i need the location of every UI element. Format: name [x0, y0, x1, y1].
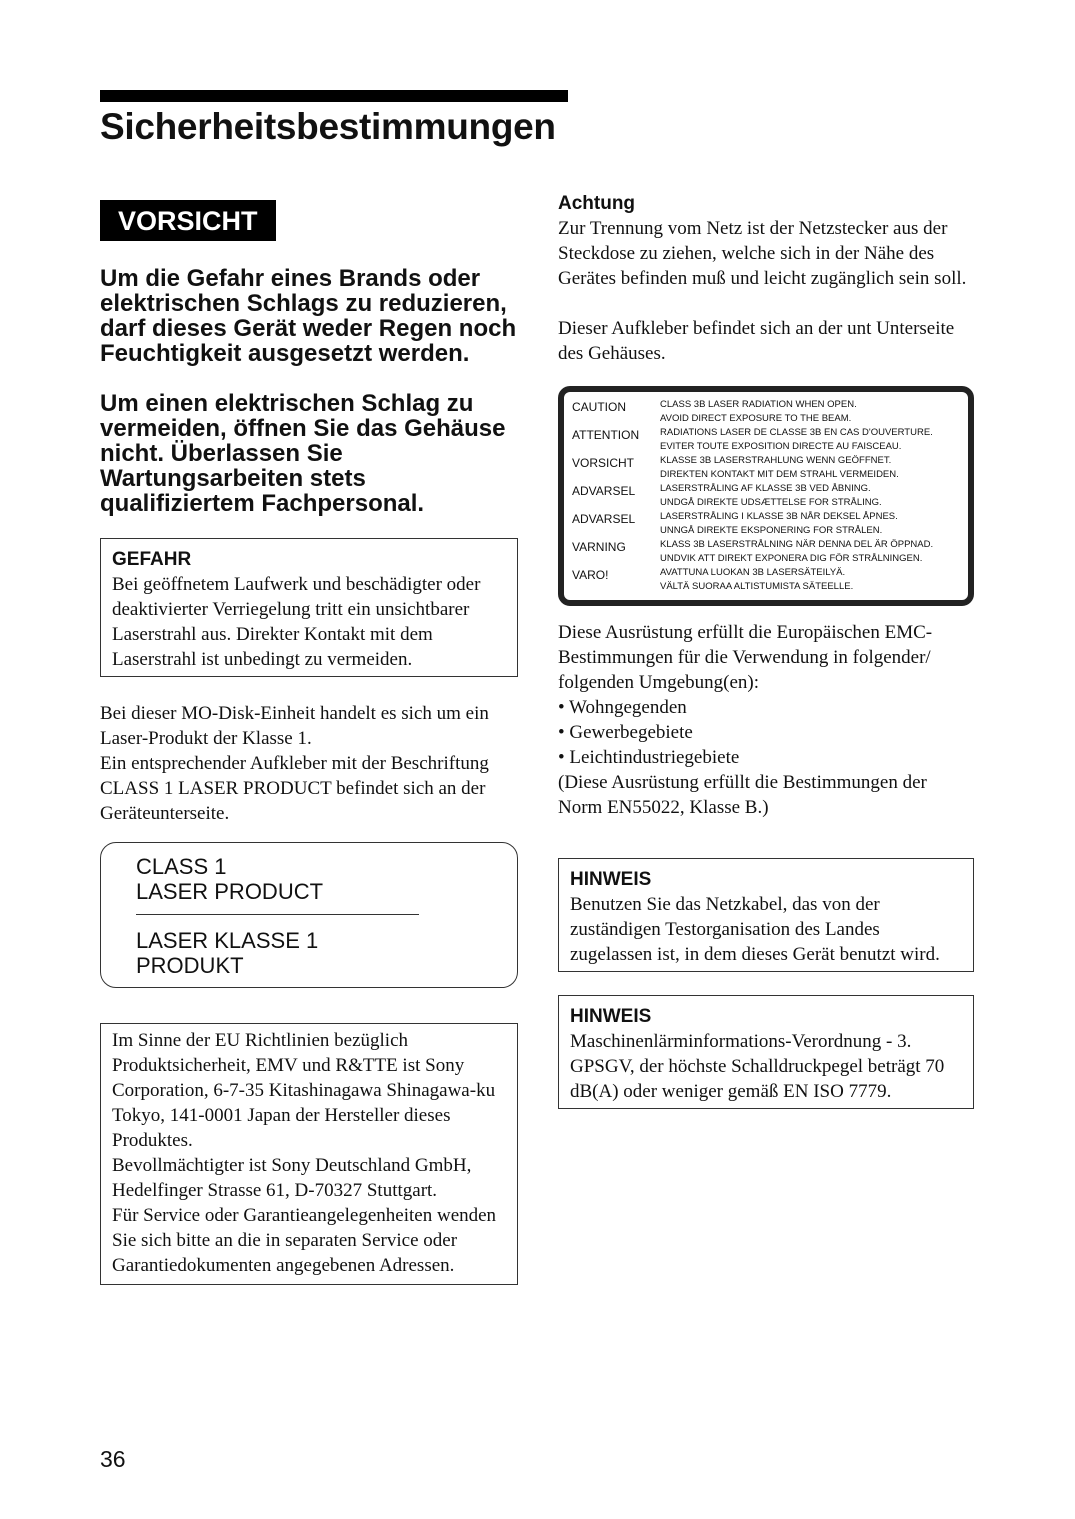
gefahr-title: GEFAHR: [112, 549, 192, 570]
eu-service-text: Für Service oder Garantieangelegenheiten wenden Sie sich bitte an die in separaten Service oder Garantiedokumenten angegebenen Adressen.: [112, 1205, 497, 1276]
caution-label-text: [660, 566, 853, 594]
caution-label-line: KLASSE 3B LASERSTRAHLUNG WENN GEÖFFNET.: [660, 455, 892, 466]
vorsicht-badge: VORSICHT: [100, 200, 276, 241]
class1-laser-label: [100, 842, 518, 988]
emc-item: • Leichtindustriegebiete: [558, 747, 740, 768]
eu-manufacturer-text: Im Sinne der EU Richtlinien bezüglich Produktsicherheit, EMV und R&TTE ist Sony Corporation, 6-7-35 Kitashinagawa Shinagawa-ku Tokyo, 141-0001 Japan der Hersteller dieses Produktes.: [112, 1030, 496, 1151]
caution-label-text: [660, 538, 933, 566]
class-label-line: LASER PRODUCT: [136, 879, 324, 904]
caution-label-text: [660, 454, 899, 482]
achtung-text: Zur Trennung vom Netz ist der Netzstecker aus der Steckdose zu ziehen, welche sich in der Nähe des Gerätes befinden muß und leicht zugänglich sein soll.: [558, 218, 967, 289]
caution-label-line: EVITER TOUTE EXPOSITION DIRECTE AU FAISCEAU.: [660, 441, 902, 452]
caution-label-language: CAUTION: [572, 400, 626, 414]
caution-label-line: UNNGÅ DIREKTE EKSPONERING FOR STRÅLEN.: [660, 525, 883, 536]
hinweis-title: HINWEIS: [570, 1006, 652, 1027]
caution-label-language: ADVARSEL: [572, 484, 636, 498]
gefahr-text: Bei geöffnetem Laufwerk und beschädigter oder deaktivierter Verriegelung tritt ein unsichtbarer Laserstrahl aus. Direkter Kontakt mit dem Laserstrahl ist unbedingt zu vermeiden.: [112, 574, 481, 670]
caution-label-row: [572, 398, 958, 426]
class-label-line: CLASS 1: [136, 854, 227, 879]
emc-intro: Diese Ausrüstung erfüllt die Europäischen EMC-Bestimmungen für die Verwendung in folgender/ folgenden Umgebung(en):: [558, 622, 933, 693]
laser-product-paragraph: [100, 701, 518, 826]
caution-label-language: VARNING: [572, 540, 626, 554]
caution-label-row: [572, 510, 958, 538]
class-label-divider: [136, 914, 419, 915]
caution-label-text: [660, 510, 898, 538]
hinweis-power-cord-text: Benutzen Sie das Netzkabel, das von der zuständigen Testorganisation des Landes zugelassen ist, in dem dieses Gerät benutzt wird.: [570, 894, 940, 965]
caution-label-line: AVATTUNA LUOKAN 3B LASERSÄTEILYÄ.: [660, 567, 846, 578]
caution-label-text: [660, 482, 882, 510]
hinweis-noise-box: [558, 995, 974, 1109]
page-title: Sicherheitsbestimmungen: [100, 106, 556, 147]
emc-item: • Wohngegenden: [558, 697, 687, 718]
hinweis-power-cord-box: [558, 858, 974, 972]
title-rule: [100, 90, 568, 102]
class-label-line: PRODUKT: [136, 953, 244, 978]
caution-label-line: VÄLTÄ SUORAA ALTISTUMISTA SÄTEELLE.: [660, 581, 854, 592]
caution-label-row: [572, 538, 958, 566]
eu-representative-text: Bevollmächtigter ist Sony Deutschland GmbH, Hedelfinger Strasse 61, D-70327 Stuttgart.: [112, 1155, 472, 1201]
caution-label-line: LASERSTRÅLING I KLASSE 3B NÅR DEKSEL ÅPNES.: [660, 511, 898, 522]
caution-laser-label: [558, 386, 974, 606]
fire-shock-warning: Um die Gefahr eines Brands oder elektrischen Schlags zu reduzieren, darf dieses Gerät weder Regen noch Feuchtigkeit ausgesetzt werden.: [100, 265, 517, 367]
eu-directive-box: [100, 1023, 518, 1285]
sticker-location-text: Dieser Aufkleber befindet sich an der unt Unterseite des Gehäuses.: [558, 318, 955, 364]
caution-label-language: ATTENTION: [572, 428, 640, 442]
caution-label-language: VARO!: [572, 568, 609, 582]
hinweis-noise-text: Maschinenlärminformations-Verordnung - 3. GPSGV, der höchste Schalldruckpegel beträgt 70 dB(A) oder weniger gemäß EN ISO 7779.: [570, 1031, 945, 1102]
caution-label-row: [572, 426, 958, 454]
caution-label-line: AVOID DIRECT EXPOSURE TO THE BEAM.: [660, 413, 852, 424]
caution-label-line: RADIATIONS LASER DE CLASSE 3B EN CAS D'OUVERTURE.: [660, 427, 933, 438]
caution-label-text: [660, 398, 857, 426]
caution-label-line: LASERSTRÅLING AF KLASSE 3B VED ÅBNING.: [660, 483, 871, 494]
caution-label-line: KLASS 3B LASERSTRÅLNING NÄR DENNA DEL ÄR ÖPPNAD.: [660, 539, 934, 550]
achtung-title: Achtung: [558, 193, 636, 214]
caution-label-language: VORSICHT: [572, 456, 635, 470]
caution-label-row: [572, 482, 958, 510]
laser-class-text: Bei dieser MO-Disk-Einheit handelt es sich um ein Laser-Produkt der Klasse 1.: [100, 703, 489, 749]
left-column: [100, 200, 518, 1285]
caution-label-rows: [572, 398, 958, 594]
caution-label-line: DIREKTEN KONTAKT MIT DEM STRAHL VERMEIDEN.: [660, 469, 899, 480]
laser-sticker-text: Ein entsprechender Aufkleber mit der Beschriftung CLASS 1 LASER PRODUCT befindet sich an der Geräteunterseite.: [100, 753, 489, 824]
open-housing-warning: Um einen elektrischen Schlag zu vermeiden, öffnen Sie das Gehäuse nicht. Überlassen Sie Wartungsarbeiten stets qualifiziertem Fachpersonal.: [100, 390, 506, 517]
caution-label-line: UNDGÅ DIREKTE UDSÆTTELSE FOR STRÅLING.: [660, 497, 882, 508]
caution-label-row: [572, 454, 958, 482]
class-label-line: LASER KLASSE 1: [136, 928, 319, 953]
emc-norm: (Diese Ausrüstung erfüllt die Bestimmungen der Norm EN55022, Klasse B.): [558, 772, 927, 818]
caution-label-language: ADVARSEL: [572, 512, 636, 526]
gefahr-box: [100, 538, 518, 677]
caution-label-text: [660, 426, 933, 454]
emc-item: • Gewerbegebiete: [558, 722, 693, 743]
caution-label-row: [572, 566, 958, 594]
right-column: [558, 192, 974, 1109]
page-number: 36: [100, 1446, 126, 1472]
emc-section: [558, 620, 974, 820]
caution-label-line: UNDVIK ATT DIREKT EXPONERA DIG FÖR STRÅLNINGEN.: [660, 553, 923, 564]
hinweis-title: HINWEIS: [570, 869, 652, 890]
caution-label-line: CLASS 3B LASER RADIATION WHEN OPEN.: [660, 399, 857, 410]
